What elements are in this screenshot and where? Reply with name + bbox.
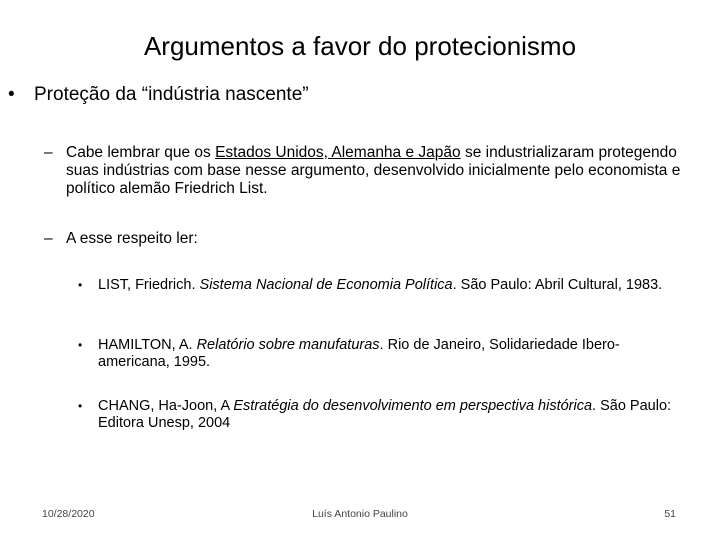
sub-bullet-reading: [44, 230, 694, 248]
reference-title: Relatório sobre manufaturas: [196, 337, 380, 353]
reference-text: [98, 337, 690, 371]
countries-link[interactable]: Estados Unidos, Alemanha e Japão: [215, 144, 461, 161]
bullet-dot: •: [78, 278, 83, 292]
text-after: se industrializaram protegendo suas indústrias com base nesse argumento, desenvolvido inicialmente pelo economista e político alemão Friedrich List.: [66, 144, 681, 197]
main-bullet: [8, 82, 700, 108]
reference-rest: . Rio de Janeiro, Solidariedade Ibero-americana, 1995.: [98, 337, 620, 370]
reference-rest: . São Paulo: Editora Unesp, 2004: [98, 398, 672, 431]
sub-bullet-text: [66, 144, 694, 198]
reference-text: [98, 398, 690, 432]
footer-page-number: 51: [664, 508, 676, 520]
reference-item: [78, 277, 690, 294]
reference-item: [78, 398, 690, 432]
main-bullet-text: Proteção da “indústria nascente”: [34, 84, 309, 105]
footer-author: Luís Antonio Paulino: [312, 508, 408, 520]
reference-author: LIST, Friedrich.: [98, 277, 200, 293]
sub-bullet-text: A esse respeito ler:: [66, 230, 198, 247]
reference-author: HAMILTON, A.: [98, 337, 197, 353]
reference-item: [78, 337, 690, 371]
bullet-dot: •: [78, 338, 83, 352]
footer-date: 10/28/2020: [42, 508, 95, 520]
reference-text: [98, 277, 690, 294]
dash-marker: –: [44, 230, 53, 247]
bullet-dot: •: [78, 399, 83, 413]
dash-marker: –: [44, 144, 53, 161]
reference-author: CHANG, Ha-Joon, A: [98, 398, 234, 414]
bullet-dot: •: [8, 84, 15, 105]
sub-bullet-history: [44, 144, 694, 198]
reference-title: Sistema Nacional de Economia Política: [199, 277, 453, 293]
reference-rest: . São Paulo: Abril Cultural, 1983.: [452, 277, 663, 293]
text-before: Cabe lembrar que os: [66, 144, 216, 161]
reference-title: Estratégia do desenvolvimento em perspectiva histórica: [233, 398, 593, 414]
slide-title: Argumentos a favor do protecionismo: [143, 31, 577, 61]
